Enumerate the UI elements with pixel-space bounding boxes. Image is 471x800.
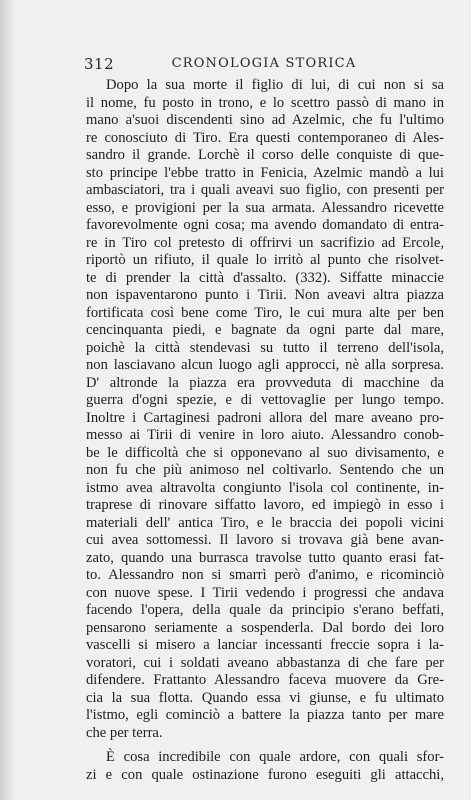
page-gutter-shadow (0, 0, 14, 800)
text-line: sandro il grande. Lorchè il corso delle conquiste di que- (86, 147, 444, 163)
paragraph-1 (86, 77, 444, 742)
body-text (86, 77, 444, 784)
text-line: guerra d'ogni spezie, e di vettovaglie per lungo tempo. (86, 392, 444, 408)
text-line: voratori, cui i soldati aveano abbastanza di che fare per (86, 654, 444, 671)
text-line: non fu che più animoso nel coltivarlo. Sentendo che un (86, 462, 444, 478)
text-line: non ispaventarono punto i Tirii. Non aveavi altra piazza (86, 287, 444, 303)
text-line: non lasciavano alcun luogo agli approcci, nè alla sorpresa. (86, 357, 444, 373)
text-line: zato, quando una burrasca travolse tutto quanto erasi fat- (86, 549, 444, 566)
text-line: cia la sua flotta. Quando essa vi giunse, e fu ultimato (86, 689, 444, 706)
text-line: poichè la città stendevasi su tutto il terreno dell'isola, (86, 339, 444, 356)
text-line: zi e con quale ostinazione furono eseguiti gli attacchi, (86, 766, 444, 783)
page-number: 312 (84, 55, 115, 73)
text-line: riportò un rifiuto, il quale lo irritò al punto che risolvet- (86, 252, 444, 268)
text-line: favorevolmente ogni cosa; ma avendo domandato di entra- (86, 217, 444, 233)
text-line: difendere. Frattanto Alessandro faceva muovere da Gre- (86, 672, 444, 688)
text-line: È cosa incredibile con quale ardore, con quali sfor- (106, 749, 444, 765)
text-line: re in Tiro col pretesto di offrirvi un sacrifizio ad Ercole, (86, 234, 444, 251)
text-line: messo ai Tirii di venire in loro aiuto. Alessandro conob- (86, 427, 444, 443)
text-line: pensarono seriamente a sospenderla. Dal bordo dei loro (86, 619, 444, 636)
paragraph-gap (86, 742, 444, 749)
text-line: fortificata così bene come Tiro, le cui mura alte per ben (86, 304, 444, 321)
text-line: facendo l'opera, della quale da principio s'erano beffati, (86, 602, 444, 618)
text-line: mano a'suoi discendenti sino ad Azelmic, che fu l'ultimo (86, 112, 444, 128)
text-line: Dopo la sua morte il figlio di lui, di cui non si sa (106, 77, 444, 93)
running-head: CRONOLOGIA STORICA (171, 56, 357, 71)
text-line: te di prender la città d'assalto. (332). Siffatte minaccie (86, 269, 444, 286)
text-line: be le difficoltà che si opponevano al suo divisamento, e (86, 444, 444, 461)
text-line: ambasciatori, tra i quali aveavi suo figlio, con presenti per (86, 182, 444, 198)
text-line: istmo avea altravolta congiunto l'isola col continente, in- (86, 479, 444, 496)
text-line: Inoltre i Cartaginesi padroni allora del mare aveano pro- (86, 409, 444, 426)
text-line: cui avea sottomessi. Il lavoro si trovava già bene avan- (86, 532, 444, 548)
text-line: D' altronde la piazza era provveduta di macchine da (86, 374, 444, 391)
text-line: materiali dell' antica Tiro, e le braccia dei popoli vicini (86, 514, 444, 531)
page-header (84, 55, 444, 75)
text-line: re conosciuto di Tiro. Era questi contemporaneo di Ales- (86, 129, 444, 146)
text-line: cencinquanta piedi, e bagnate da ogni parte dal mare, (86, 322, 444, 338)
text-line: esso, e provigioni per la sua armata. Alessandro ricevette (86, 199, 444, 216)
text-line: sto principe l'ebbe tratto in Fenicia, Azelmic mandò a lui (86, 164, 444, 181)
text-line: vascelli si misero a lanciar incessanti freccie sopra i la- (86, 637, 444, 653)
text-line: con nuove spese. I Tirii vedendo i progressi che andava (86, 584, 444, 601)
text-line: il nome, fu posto in trono, e lo scettro passò di mano in (86, 94, 444, 111)
text-line: to. Alessandro non si smarrì però d'animo, e ricominciò (86, 567, 444, 583)
paragraph-2 (86, 749, 444, 784)
text-line: che per terra. (86, 724, 163, 741)
text-line: traprese di rinovare siffatto lavoro, ed impiegò in esso i (86, 497, 444, 513)
text-line: l'istmo, egli cominciò a battere la piazza tanto per mare (86, 707, 444, 723)
